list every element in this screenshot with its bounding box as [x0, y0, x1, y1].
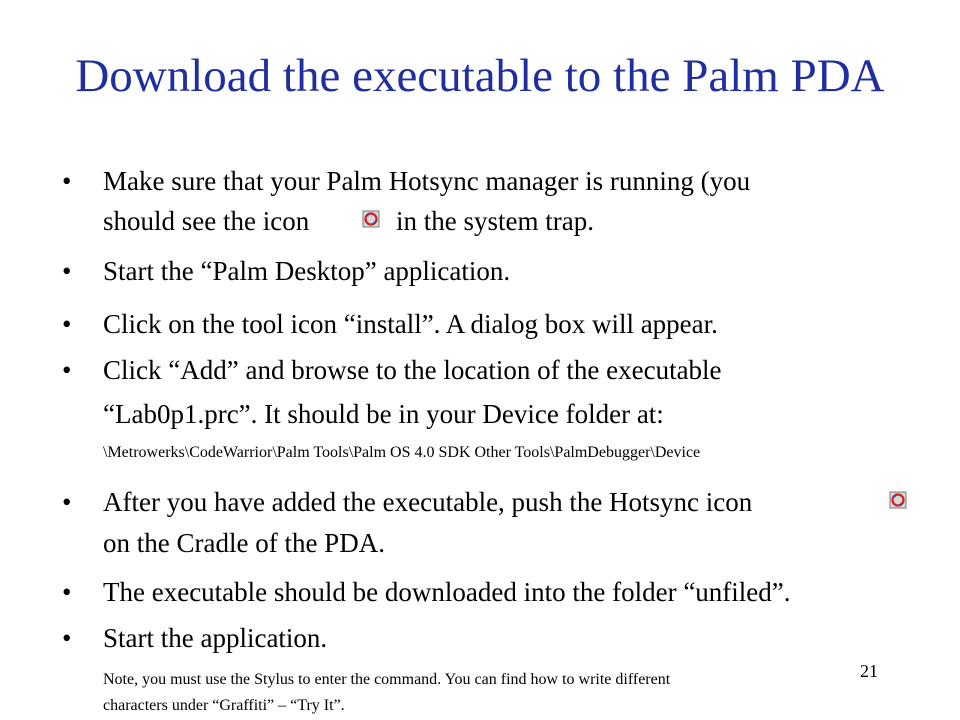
hotsync-icon [889, 491, 907, 509]
bullet-3-line-1: Click on the tool icon “install”. A dialog box will appear. [103, 309, 718, 339]
page-number: 21 [860, 661, 878, 681]
bullet-2-line-1: Start the “Palm Desktop” application. [103, 256, 511, 286]
bullet-4-line-2: “Lab0p1.prc”. It should be in your Device folder at: [103, 399, 664, 429]
bullet-7-line-1: Start the application. [103, 623, 328, 653]
note-line-2: characters under “Graffiti” – “Try It”. [103, 697, 345, 714]
bullet-5-line-1: After you have added the executable, push the Hotsync icon [103, 487, 753, 517]
bullet-1-line-2b: in the system trap. [396, 206, 594, 236]
bullet-marker: • [62, 166, 72, 196]
bullet-1-line-1: Make sure that your Palm Hotsync manager is running (you [103, 166, 751, 196]
page-title: Download the executable to the Palm PDA [75, 50, 885, 102]
note-line-1: Note, you must use the Stylus to enter the command. You can find how to write different [103, 671, 671, 688]
bullet-marker: • [62, 623, 72, 653]
bullet-1-line-2a: should see the icon [103, 206, 310, 236]
bullet-marker: • [62, 355, 72, 385]
bullet-marker: • [62, 577, 72, 607]
bullet-marker: • [62, 487, 72, 517]
hotsync-icon [362, 210, 380, 228]
bullet-5-line-2: on the Cradle of the PDA. [103, 528, 385, 558]
bullet-marker: • [62, 256, 72, 286]
bullet-marker: • [62, 309, 72, 339]
bullet-4-line-1: Click “Add” and browse to the location of the executable [103, 355, 722, 385]
device-folder-path: \Metrowerks\CodeWarrior\Palm Tools\Palm OS 4.0 SDK Other Tools\PalmDebugger\Device [103, 444, 701, 461]
bullet-6-line-1: The executable should be downloaded into the folder “unfiled”. [103, 577, 791, 607]
